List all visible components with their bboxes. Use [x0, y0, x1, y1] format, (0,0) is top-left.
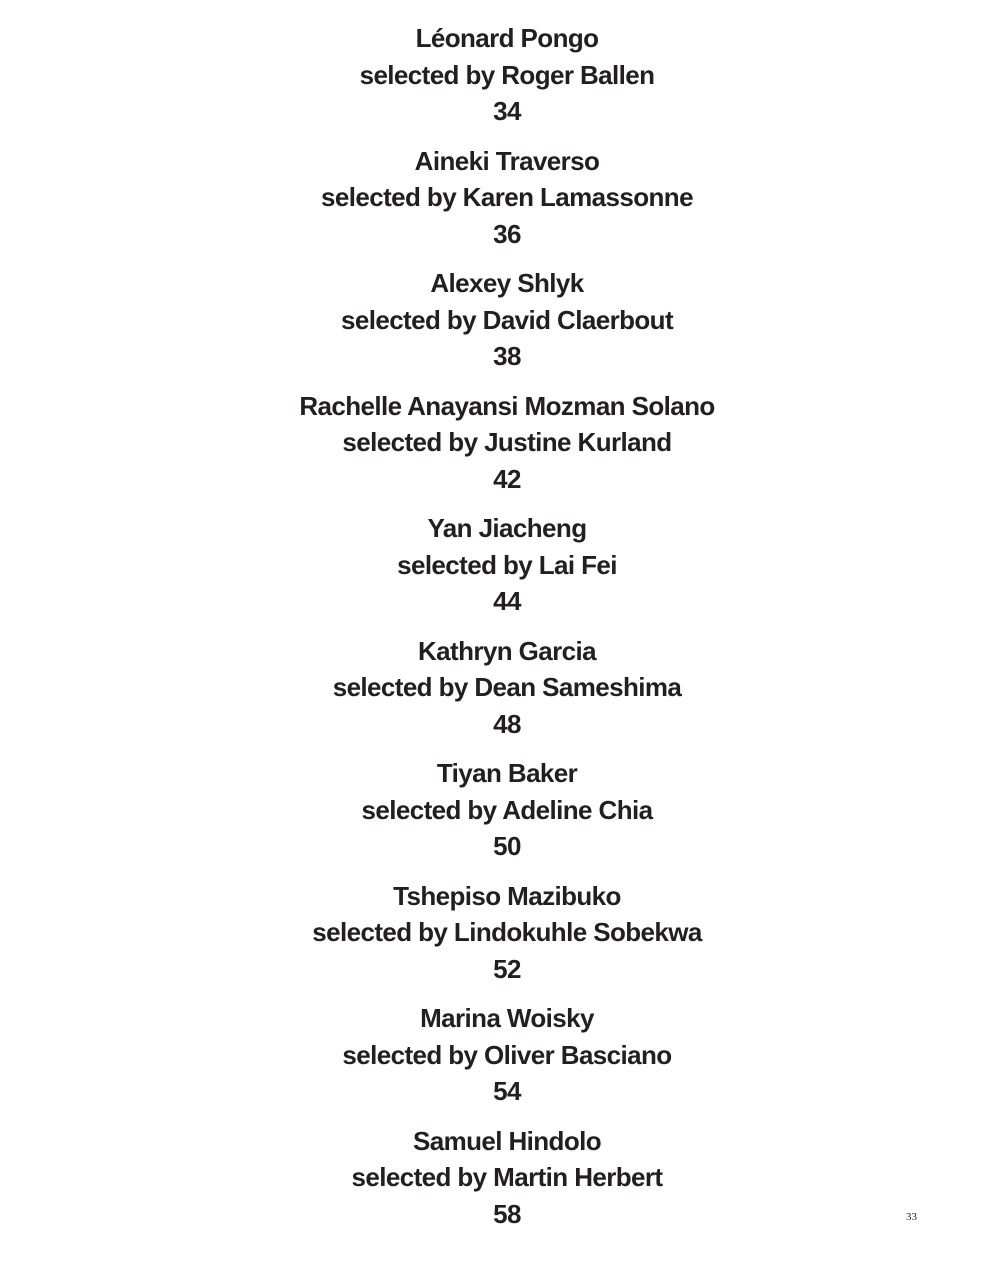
contents-entry	[0, 1123, 1002, 1246]
selected-by-line: selected by Oliver Basciano	[342, 1039, 672, 1070]
entry-page-number: 52	[493, 953, 521, 984]
contents-entry	[0, 1000, 1002, 1123]
selected-by-line: selected by Lai Fei	[397, 549, 617, 580]
contents-entry	[0, 510, 1002, 633]
contents-entry	[0, 633, 1002, 756]
artist-name: Tiyan Baker	[436, 758, 578, 788]
artist-name: Kathryn Garcia	[417, 635, 596, 666]
entry-page-number: 34	[493, 96, 521, 126]
artist-name: Alexey Shlyk	[430, 268, 584, 298]
contents-list	[0, 20, 1002, 1245]
entry-page-number: 38	[493, 341, 521, 371]
contents-entry	[0, 755, 1002, 878]
selected-by-line: selected by Adeline Chia	[361, 794, 653, 825]
artist-name: Marina Woisky	[420, 1003, 594, 1033]
contents-entry	[0, 388, 1002, 511]
selected-by-line: selected by Karen Lamassonne	[321, 182, 693, 212]
selected-by-line: selected by Lindokuhle Sobekwa	[312, 917, 702, 947]
entry-page-number: 58	[493, 1198, 521, 1229]
artist-name: Aineki Traverso	[414, 145, 600, 176]
artist-name: Léonard Pongo	[415, 23, 599, 53]
selected-by-line: selected by Roger Ballen	[359, 59, 655, 90]
selected-by-line: selected by Martin Herbert	[351, 1162, 663, 1192]
entry-page-number: 54	[493, 1076, 521, 1106]
entry-page-number: 44	[493, 586, 521, 616]
contents-entry	[0, 265, 1002, 388]
page-number: 33	[906, 1211, 917, 1223]
contents-entry	[0, 20, 1002, 143]
artist-name: Yan Jiacheng	[427, 513, 587, 543]
entry-page-number: 50	[493, 831, 521, 861]
selected-by-line: selected by David Claerbout	[340, 304, 674, 335]
artist-name: Rachelle Anayansi Mozman Solano	[299, 390, 715, 421]
entry-page-number: 48	[493, 708, 521, 739]
contents-entry	[0, 143, 1002, 266]
artist-name: Tshepiso Mazibuko	[393, 880, 621, 911]
selected-by-line: selected by Justine Kurland	[342, 427, 672, 457]
entry-page-number: 42	[493, 463, 521, 494]
entry-page-number: 36	[493, 218, 521, 249]
contents-entry	[0, 878, 1002, 1001]
artist-name: Samuel Hindolo	[412, 1125, 602, 1156]
selected-by-line: selected by Dean Sameshima	[332, 672, 682, 702]
